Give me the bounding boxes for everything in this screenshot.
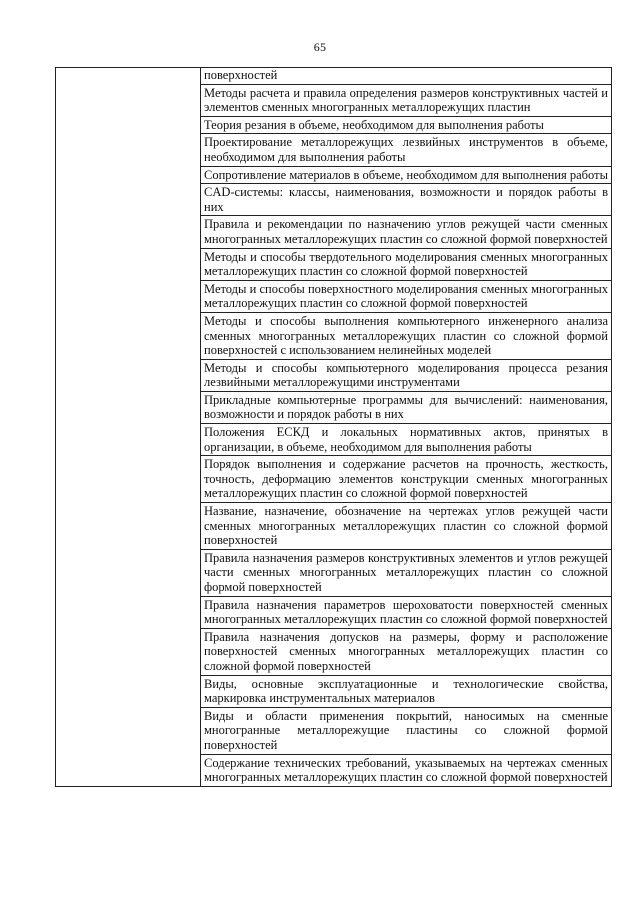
list-item: Методы и способы твердотельного моделирования сменных многогранных металлорежущих пластин со сложной формой поверхностей bbox=[201, 249, 611, 281]
list-item: Виды и области применения покрытий, наносимых на сменные многогранные металлорежущие пластины со сложной формой поверхностей bbox=[201, 708, 611, 755]
list-item: Виды, основные эксплуатационные и технологические свойства, маркировка инструментальных материалов bbox=[201, 676, 611, 708]
requirements-table bbox=[55, 67, 612, 787]
table-row bbox=[56, 68, 612, 787]
list-item: Название, назначение, обозначение на чертежах углов режущей части сменных многогранных металлорежущих пластин со сложной формой поверхностей bbox=[201, 503, 611, 550]
list-item: Методы и способы поверхностного моделирования сменных многогранных металлорежущих пластин со сложной формой поверхностей bbox=[201, 281, 611, 313]
list-item: Методы расчета и правила определения размеров конструктивных частей и элементов сменных многогранных металлорежущих пластин bbox=[201, 85, 611, 117]
list-item: Сопротивление материалов в объеме, необходимом для выполнения работы bbox=[201, 167, 611, 185]
list-item: Правила и рекомендации по назначению углов режущей части сменных многогранных металлорежущих пластин со сложной формой поверхностей bbox=[201, 216, 611, 248]
knowledge-list-cell bbox=[201, 68, 612, 787]
list-item: Правила назначения допусков на размеры, форму и расположение поверхностей сменных многогранных металлорежущих пластин со сложной формой поверхностей bbox=[201, 629, 611, 676]
list-item: Методы и способы выполнения компьютерного инженерного анализа сменных многогранных металлорежущих пластин со сложной формой поверхностей с использованием нелинейных моделей bbox=[201, 313, 611, 360]
list-item: Проектирование металлорежущих лезвийных инструментов в объеме, необходимом для выполнения работы bbox=[201, 134, 611, 166]
list-item: Правила назначения размеров конструктивных элементов и углов режущей части сменных многогранных металлорежущих пластин со сложной формой поверхностей bbox=[201, 550, 611, 597]
list-item: CAD-системы: классы, наименования, возможности и порядок работы в них bbox=[201, 184, 611, 216]
list-item: Положения ЕСКД и локальных нормативных актов, принятых в организации, в объеме, необходимом для выполнения работы bbox=[201, 424, 611, 456]
list-item: Содержание технических требований, указываемых на чертежах сменных многогранных металлорежущих пластин со сложной формой поверхностей bbox=[204, 755, 608, 785]
list-item: Правила назначения параметров шероховатости поверхностей сменных многогранных металлорежущих пластин со сложной формой поверхностей bbox=[201, 597, 611, 629]
list-item: Методы и способы компьютерного моделирования процесса резания лезвийными металлорежущими инструментами bbox=[201, 360, 611, 392]
list-item: Порядок выполнения и содержание расчетов на прочность, жесткость, точность, деформацию элементов конструкции сменных многогранных металлорежущих пластин со сложной формой поверхностей bbox=[201, 456, 611, 503]
list-item: Прикладные компьютерные программы для вычислений: наименования, возможности и порядок работы в них bbox=[201, 392, 611, 424]
list-item: поверхностей bbox=[201, 68, 611, 85]
left-empty-cell bbox=[56, 68, 201, 787]
page-number: 65 bbox=[313, 40, 327, 54]
list-item: Теория резания в объеме, необходимом для выполнения работы bbox=[201, 117, 611, 135]
